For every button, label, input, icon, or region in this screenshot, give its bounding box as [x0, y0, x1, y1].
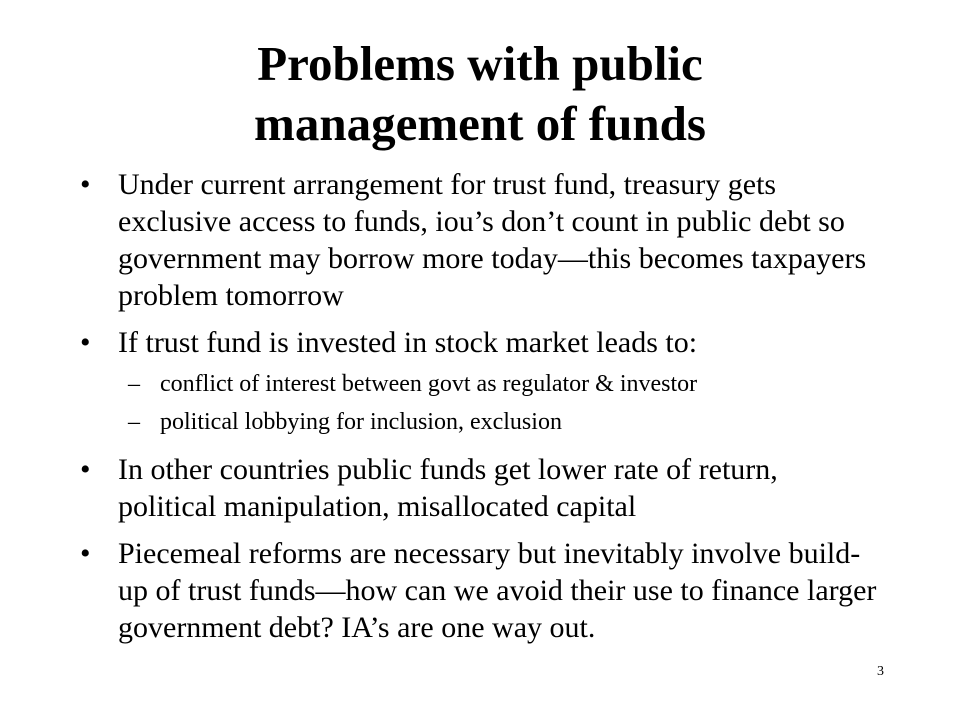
- sub-bullet-list: [118, 365, 880, 441]
- sub-bullet-text: conflict of interest between govt as regulator & investor: [160, 371, 698, 397]
- dash-icon: –: [128, 371, 140, 397]
- bullet-item: [80, 166, 880, 314]
- bullet-item: [80, 324, 880, 441]
- bullet-icon: •: [80, 537, 91, 570]
- bullet-item: [80, 451, 880, 525]
- bullet-item: [80, 535, 880, 646]
- slide-title-line-1: Problems with public: [257, 36, 703, 91]
- sub-bullet-item: [118, 365, 880, 403]
- dash-icon: –: [128, 409, 140, 435]
- bullet-text: If trust fund is invested in stock market leads to:: [118, 326, 698, 359]
- bullet-text: Piecemeal reforms are necessary but inevitably involve build-up of trust funds—how can we avoid their use to finance larger government debt? IA’s are one way out.: [118, 537, 877, 644]
- slide-title: [60, 34, 900, 154]
- bullet-icon: •: [80, 326, 91, 359]
- bullet-text: In other countries public funds get lower rate of return, political manipulation, misallocated capital: [118, 453, 778, 523]
- slide-title-line-2: management of funds: [254, 96, 706, 151]
- bullet-icon: •: [80, 168, 91, 201]
- bullet-icon: •: [80, 453, 91, 486]
- bullet-text: Under current arrangement for trust fund, treasury gets exclusive access to funds, iou’s don’t count in public debt so government may borrow more today—this becomes taxpayers problem tomorrow: [118, 168, 867, 312]
- sub-bullet-text: political lobbying for inclusion, exclusion: [160, 409, 562, 435]
- sub-bullet-item: [118, 403, 880, 441]
- bullet-list: [80, 166, 880, 656]
- page-number: 3: [877, 664, 884, 679]
